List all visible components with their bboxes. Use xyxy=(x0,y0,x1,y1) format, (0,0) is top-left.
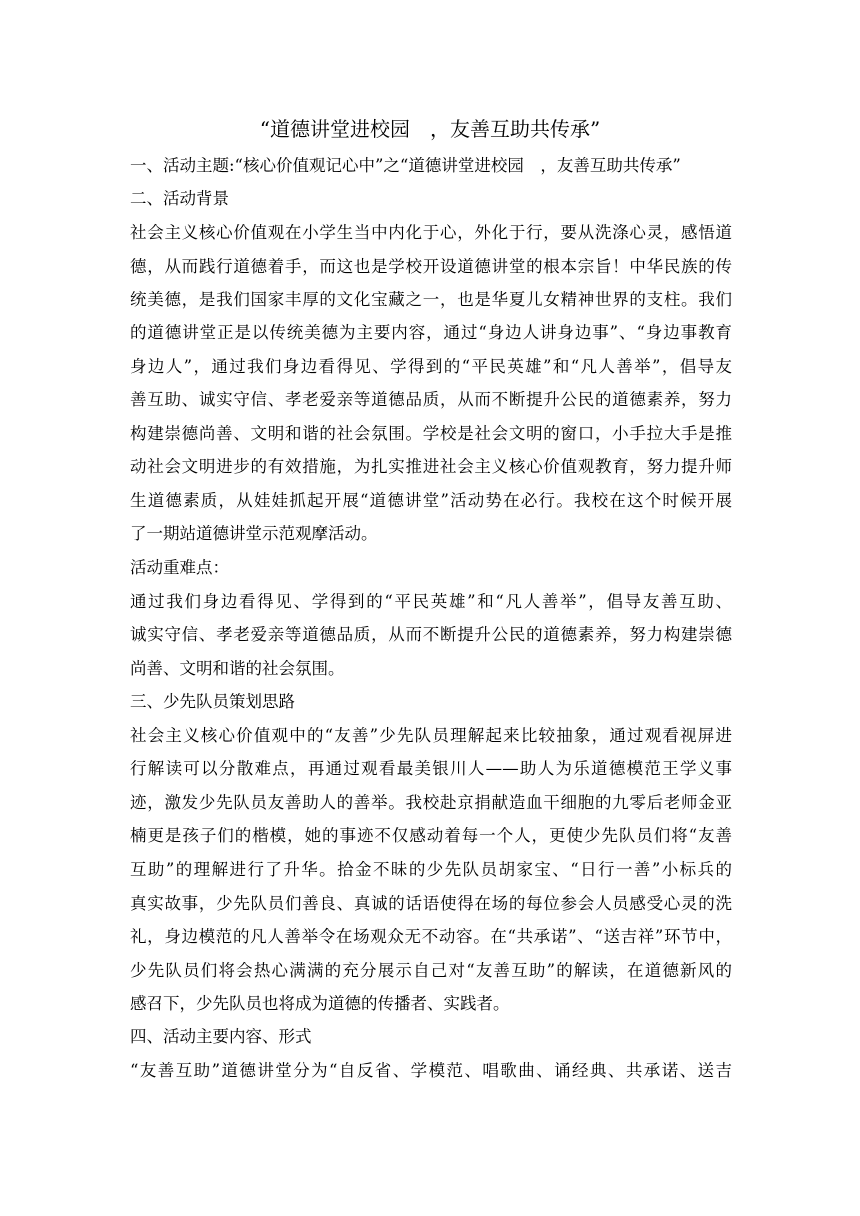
paragraph-line: 迹，激发少先队员友善助人的善举。我校赴京捐献造血干细胞的九零后老师金亚 xyxy=(130,793,732,812)
paragraph-line: 构建崇德尚善、文明和谐的社会氛围。学校是社会文明的窗口，小手拉大手是推 xyxy=(130,424,732,443)
section-heading-theme: 一、活动主题:“核心价值观记心中”之“道德讲堂进校园 ，友善互助共传承” xyxy=(130,156,681,175)
paragraph-line: 善互助、诚实守信、孝老爱亲等道德品质，从而不断提升公民的道德素养，努力 xyxy=(130,390,732,409)
paragraph-line: 少先队员们将会热心满满的充分展示自己对“友善互助”的解读，在道德新风的 xyxy=(130,961,732,980)
paragraph-line: 礼，身边模范的凡人善举令在场观众无不动容。在“共承诺”、“送吉祥”环节中， xyxy=(130,927,732,946)
paragraph-line: 互助”的理解进行了升华。拾金不昧的少先队员胡家宝、“日行一善”小标兵的 xyxy=(130,860,732,879)
section-heading-planning: 三、少先队员策划思路 xyxy=(130,692,295,711)
section-heading-background: 二、活动背景 xyxy=(130,189,229,208)
paragraph-line: “友善互助”道德讲堂分为“自反省、学模范、唱歌曲、诵经典、共承诺、送吉 xyxy=(130,1061,732,1080)
paragraph-line: 楠更是孩子们的楷模，她的事迹不仅感动着每一个人，更使少先队员们将“友善 xyxy=(130,826,732,845)
paragraph-line: 生道德素质，从娃娃抓起开展“道德讲堂”活动势在必行。我校在这个时候开展 xyxy=(130,491,732,510)
paragraph-line: 了一期站道德讲堂示范观摩活动。 xyxy=(130,524,378,543)
paragraph-line: 诚实守信、孝老爱亲等道德品质，从而不断提升公民的道德素养，努力构建崇德 xyxy=(130,625,732,644)
paragraph-line: 社会主义核心价值观在小学生当中内化于心，外化于行，要从洗涤心灵，感悟道 xyxy=(130,223,732,242)
paragraph-line: 身边人”，通过我们身边看得见、学得到的“平民英雄”和“凡人善举”，倡导友 xyxy=(130,357,732,376)
paragraph-line: 行解读可以分散难点，再通过观看最美银川人——助人为乐道德模范王学义事 xyxy=(130,759,732,778)
paragraph-line: 通过我们身边看得见、学得到的“平民英雄”和“凡人善举”，倡导友善互助、 xyxy=(130,592,732,611)
paragraph-line: 的道德讲堂正是以传统美德为主要内容，通过“身边人讲身边事”、“身边事教育 xyxy=(130,323,732,342)
paragraph-line: 动社会文明进步的有效措施，为扎实推进社会主义核心价值观教育，努力提升师 xyxy=(130,457,732,476)
paragraph-line: 德，从而践行道德着手，而这也是学校开设道德讲堂的根本宗旨！中华民族的传 xyxy=(130,257,732,276)
paragraph-line: 社会主义核心价值观中的“友善”少先队员理解起来比较抽象，通过观看视屏进 xyxy=(130,726,732,745)
document-title: “道德讲堂进校园 ，友善互助共传承” xyxy=(259,117,601,141)
paragraph-line: 感召下，少先队员也将成为道德的传播者、实践者。 xyxy=(130,994,510,1013)
section-heading-content: 四、活动主要内容、形式 xyxy=(130,1027,312,1046)
paragraph-line: 统美德，是我们国家丰厚的文化宝藏之一，也是华夏儿女精神世界的支柱。我们 xyxy=(130,290,732,309)
paragraph-line: 真实故事，少先队员们善良、真诚的话语使得在场的每位参会人员感受心灵的洗 xyxy=(130,894,732,913)
paragraph-line: 尚善、文明和谐的社会氛围。 xyxy=(130,659,345,678)
section-heading-key-points: 活动重难点： xyxy=(130,558,229,577)
